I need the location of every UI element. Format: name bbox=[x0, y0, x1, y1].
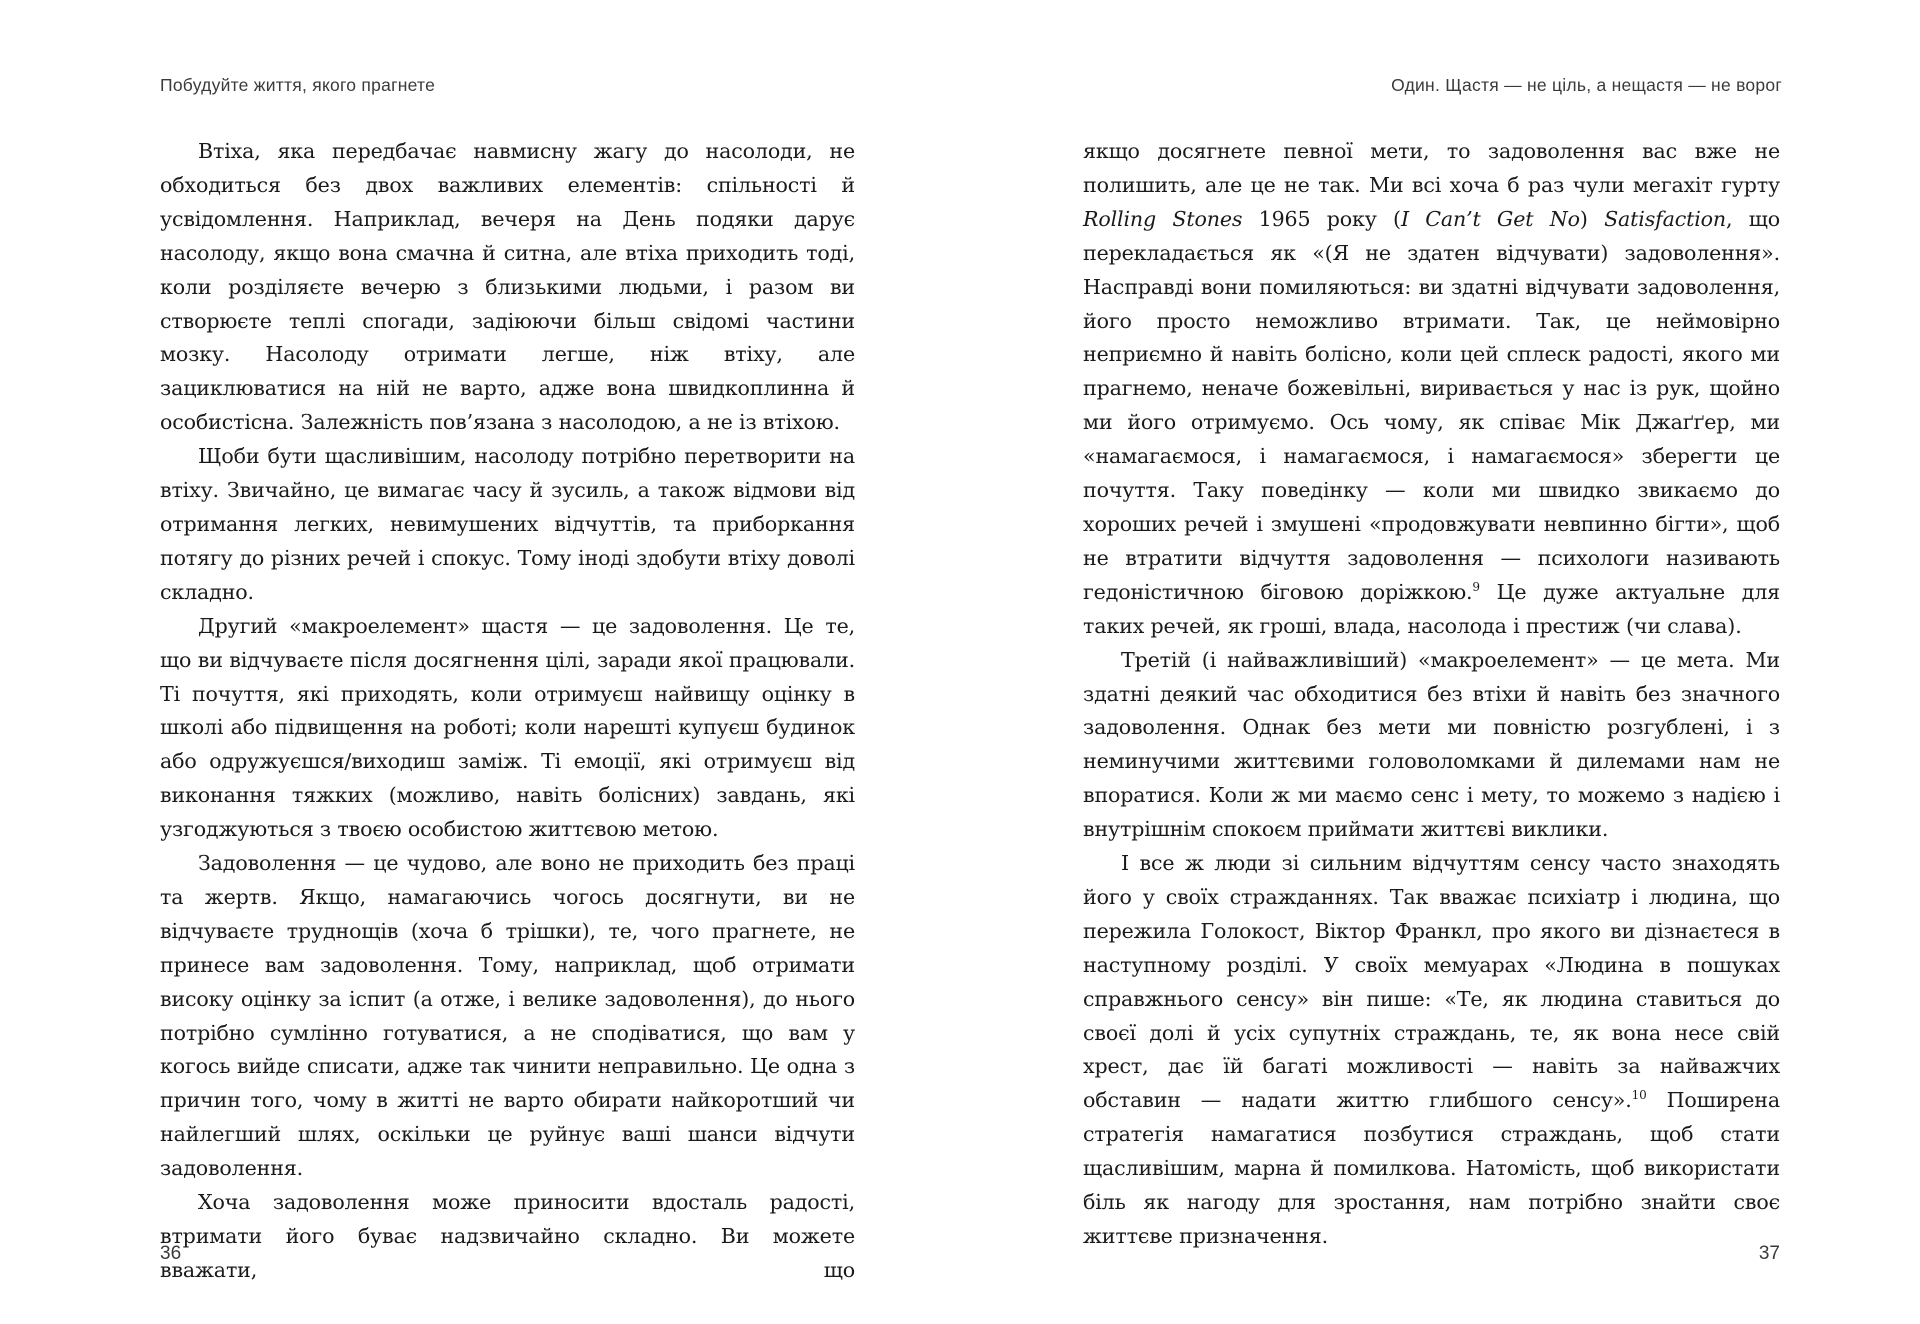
song-title-part: I Can’t Get No bbox=[1400, 206, 1580, 231]
text-run: ) bbox=[1579, 206, 1605, 231]
text-run: Поширена стратегія намагатися позбутися страждань, щоб стати щасливішим, марна й помилкова. Натомість, щоб використати біль як нагоду для зростання, нам потрібно знайти своє життєве призначення. bbox=[1083, 1088, 1780, 1248]
text-run: якщо досягнете певної мети, то задоволення вас вже не полишить, але це не так. Ми всі хоча б раз чули мегахіт гурту bbox=[1083, 139, 1780, 197]
paragraph: Щоби бути щасливішим, насолоду потрібно перетворити на втіху. Звичайно, це вимагає часу й зусиль, а також відмови від отримання легких, невимушених відчуттів, та приборкання потягу до різних речей і спокус. Тому іноді здобути втіху доволі складно. bbox=[160, 444, 855, 604]
body-text-right bbox=[1083, 135, 1780, 1254]
band-name: Rolling Stones bbox=[1083, 206, 1243, 231]
paragraph: Втіха, яка передбачає навмисну жагу до насолоди, не обходиться без двох важливих елементів: спільності й усвідомлення. Наприклад, вечеря на День подяки дарує насолоду, якщо вона смачна й ситна, але втіха приходить тоді, коли розділяєте вечерю з близькими людьми, і разом ви створюєте теплі спогади, задіюючи більш свідомі частини мозку. Насолоду отримати легше, ніж втіху, але зациклюватися на ній не варто, адже вона швидкоплинна й особистісна. Залежність пов’язана з насолодою, а не із втіхою. bbox=[160, 139, 855, 435]
text-run: Це дуже актуальне для таких речей, як гроші, влада, насолода і престиж (чи слава). bbox=[1083, 579, 1780, 638]
paragraph: Другий «макроелемент» щастя — це задоволення. Це те, що ви відчуваєте після досягнення цілі, заради якої працювали. Ті почуття, які приходять, коли отримуєш найвищу оцінку в школі або підвищення на роботі; коли нарешті купуєш будинок або одружуєшся/виходиш заміж. Ті емоції, які отримуєш від виконання тяжких (можливо, навіть болісних) завдань, які узгоджуються з твоєю особистою життєвою метою. bbox=[160, 613, 855, 842]
song-title-part: Satisfaction bbox=[1604, 206, 1727, 231]
page-number-right: 37 bbox=[1758, 1243, 1780, 1264]
paragraph bbox=[1083, 847, 1780, 1254]
footnote-marker: 9 bbox=[1472, 579, 1480, 594]
paragraph: Третій (і найважливіший) «макроелемент» — це мета. Ми здатні деякий час обходитися без втіхи й навіть без значного задоволення. Однак без мети ми повністю розгублені, і з неминучими життєвими головоломками й дилемами нам не впоратися. Коли ж ми маємо сенс і мету, то можемо з надією і внутрішнім спокоєм приймати життєві виклики. bbox=[1083, 647, 1780, 842]
text-run: І все ж люди зі сильним відчуттям сенсу часто знаходять його у своїх стражданнях. Так вважає психіатр і людина, що пережила Голокост, Віктор Франкл, про якого ви дізнаєтеся в наступному розділі. У своїх мемуарах «Людина в пошуках справжнього сенсу» він пише: «Те, як людина ставиться до своєї долі й усіх супутніх страждань, те, як вона несе свій хрест, дає їй багаті можливості — навіть за найважчих обставин — надати життю глибшого сенсу». bbox=[1083, 851, 1780, 1113]
right-page bbox=[960, 0, 1920, 1324]
text-run: , що перекладається як «(Я не здатен відчувати) задоволення». Насправді вони помиляються: ви здатні відчувати задоволення, його просто неможливо втримати. Так, це неймовірно неприємно й навіть болісно, коли цей сплеск радості, якого ми прагнемо, неначе божевільні, виривається у нас із рук, щойно ми його отримуємо. Ось чому, як співає Мік Джаґґер, ми «намагаємося, і намагаємося, і намагаємося» зберегти це почуття. Таку поведінку — коли ми швидко звикаємо до хороших речей і змушені «продовжувати невпинно бігти», щоб не втратити відчуття задоволення — психологи називають гедоністичною біговою доріжкою. bbox=[1083, 206, 1781, 604]
body-text-left bbox=[160, 135, 855, 1288]
paragraph bbox=[1083, 135, 1780, 644]
text-run: 1965 року ( bbox=[1242, 206, 1401, 231]
paragraph: Хоча задоволення може приносити вдосталь радості, втримати його буває надзвичайно складно. Ви можете вважати, що bbox=[160, 1190, 855, 1282]
running-head-left: Побудуйте життя, якого прагнете bbox=[160, 75, 436, 95]
footnote-marker: 10 bbox=[1631, 1088, 1647, 1103]
page-number-left: 36 bbox=[160, 1243, 182, 1264]
running-head-right: Один. Щастя — не ціль, а нещастя — не ворог bbox=[1391, 75, 1782, 95]
paragraph: Задоволення — це чудово, але воно не приходить без праці та жертв. Якщо, намагаючись чогось досягнути, ви не відчуваєте труднощів (хоча б трішки), те, чого прагнете, не принесе вам задоволення. Тому, наприклад, щоб отримати високу оцінку за іспит (а отже, і велике задоволення), до нього потрібно сумлінно готуватися, а не сподіватися, що вам у когось вийде списати, адже так чинити неправильно. Це одна з причин того, чому в житті не варто обирати найкоротший чи найлегший шлях, оскільки це руйнує ваші шанси відчути задоволення. bbox=[160, 851, 855, 1181]
